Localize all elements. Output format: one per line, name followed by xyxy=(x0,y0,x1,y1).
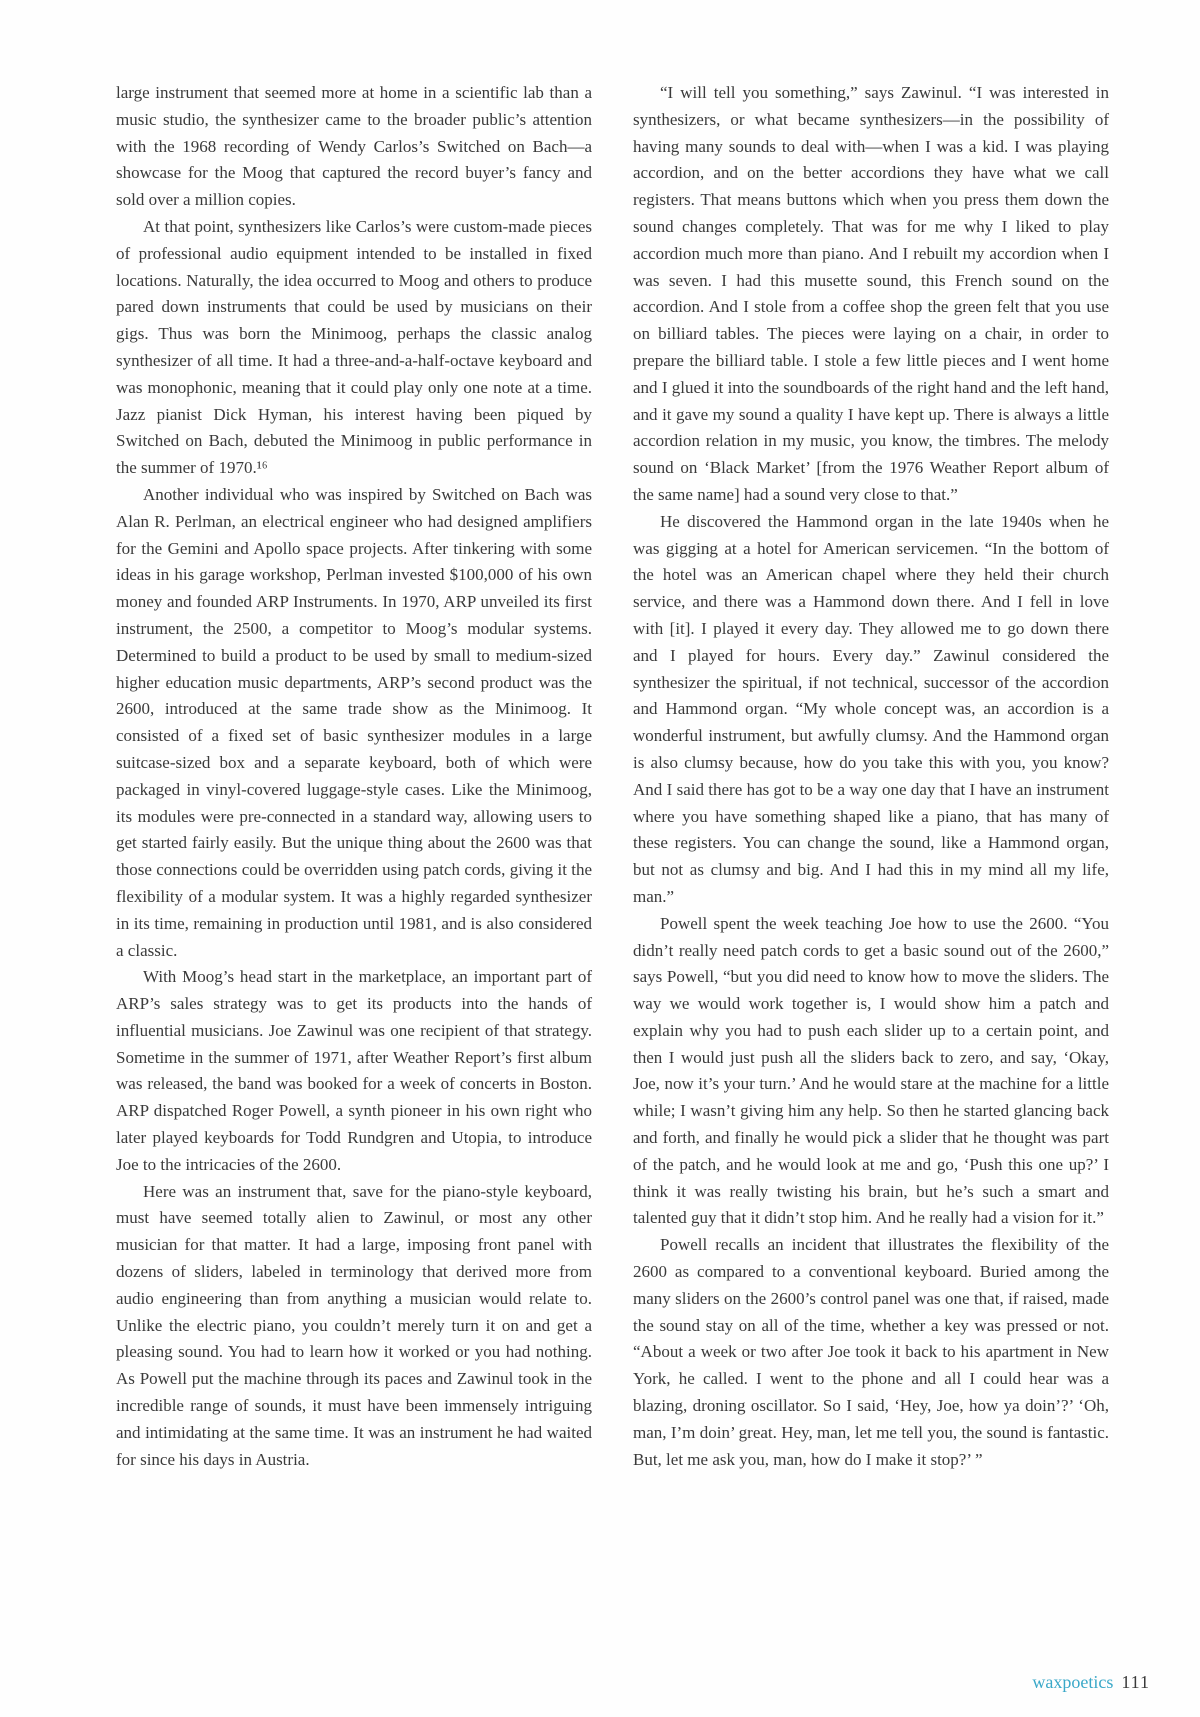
paragraph: Powell recalls an incident that illustrates the flexibility of the 2600 as compared to a conventional keyboard. Buried among the many sliders on the 2600’s control panel was one that, if raised, made the sound stay on all of the time, whether a key was pressed or not. “About a week or two after Joe took it back to his apartment in New York, he called. I went to the phone and all I could hear was a blazing, droning oscillator. So I said, ‘Hey, Joe, how ya doin’?’ ‘Oh, man, I’m doin’ great. Hey, man, let me tell you, the sound is fantastic. But, let me ask you, man, how do I make it stop?’ ” xyxy=(633,1235,1109,1469)
paragraph: large instrument that seemed more at home in a scientific lab than a music studio, the synthesizer came to the broader public’s attention with the 1968 recording of Wendy Carlos’s Switched on Bach—a showcase for the Moog that captured the record buyer’s fancy and sold over a million copies. xyxy=(116,83,592,210)
page-footer xyxy=(1032,1672,1150,1693)
paragraph: He discovered the Hammond organ in the late 1940s when he was gigging at a hotel for American servicemen. “In the bottom of the hotel was an American chapel where they held their church service, and there was a Hammond down there. And I fell in love with [it]. I played it every day. They allowed me to go down there and I played for hours. Every day.” Zawinul considered the synthesizer the spiritual, if not technical, successor of the accordion and Hammond organ. “My whole concept was, an accordion is a wonderful instrument, but awfully clumsy. And the Hammond organ is also clumsy because, how do you take this with you, you know? And I said there has got to be a way one day that I have an instrument where you have something shaped like a piano, that has many of these registers. You can change the sound, like a Hammond organ, but not as clumsy and big. And I had this in my mind all my life, man.” xyxy=(633,511,1109,906)
paragraph: Powell spent the week teaching Joe how to use the 2600. “You didn’t really need patch cords to get a basic sound out of the 2600,” says Powell, “but you did need to know how to move the sliders. The way we would work together is, I would show him a patch and explain why you had to push each slider up to a certain point, and then I would just push all the sliders back to zero, and say, ‘Okay, Joe, now it’s your turn.’ And he would stare at the machine for a little while; I wasn’t giving him any help. So then he started glancing back and forth, and finally he would pick a slider that he thought was part of the patch, and he would look at me and go, ‘Push this one up?’ I think it was really twisting his brain, but he’s such a smart and talented guy that it didn’t stop him. And he really had a vision for it.” xyxy=(633,913,1109,1228)
left-column xyxy=(116,80,592,1473)
paragraph: Here was an instrument that, save for the piano-style keyboard, must have seemed totally alien to Zawinul, or most any other musician for that matter. It had a large, imposing front panel with dozens of sliders, labeled in terminology that derived more from audio engineering than from anything a musician would relate to. Unlike the electric piano, you couldn’t merely turn it on and get a pleasing sound. You had to learn how it worked or you had nothing. As Powell put the machine through its paces and Zawinul took in the incredible range of sounds, it must have been immensely intriguing and intimidating at the same time. It was an instrument he had waited for since his days in Austria. xyxy=(116,1181,592,1469)
right-column xyxy=(633,80,1109,1473)
paragraph: At that point, synthesizers like Carlos’s were custom-made pieces of professional audio equipment intended to be installed in fixed locations. Naturally, the idea occurred to Moog and others to produce pared down instruments that could be used by musicians on their gigs. Thus was born the Minimoog, perhaps the classic analog synthesizer of all time. It had a three-and-a-half-octave keyboard and was monophonic, meaning that it could play only one note at a time. Jazz pianist Dick Hyman, his interest having been piqued by Switched on Bach, debuted the Minimoog in public performance in the summer of 1970.¹⁶ xyxy=(116,216,592,478)
paragraph: Another individual who was inspired by Switched on Bach was Alan R. Perlman, an electrical engineer who had designed amplifiers for the Gemini and Apollo space projects. After tinkering with some ideas in his garage workshop, Perlman invested $100,000 of his own money and founded ARP Instruments. In 1970, ARP unveiled its first instrument, the 2500, a competitor to Moog’s modular systems. Determined to build a product to be used by small to medium-sized higher education music departments, ARP’s second product was the 2600, introduced at the same trade show as the Minimoog. It consisted of a fixed set of basic synthesizer modules in a large suitcase-sized box and a separate keyboard, both of which were packaged in vinyl-covered luggage-style cases. Like the Minimoog, its modules were pre-connected in a standard way, allowing users to get started fairly easily. But the unique thing about the 2600 was that those connections could be overridden using patch cords, giving it the flexibility of a modular system. It was a highly regarded synthesizer in its time, remaining in production until 1981, and is also considered a classic. xyxy=(116,484,592,960)
page-number: 111 xyxy=(1121,1672,1150,1692)
paragraph: With Moog’s head start in the marketplace, an important part of ARP’s sales strategy was to get its products into the hands of influential musicians. Joe Zawinul was one recipient of that strategy. Sometime in the summer of 1971, after Weather Report’s first album was released, the band was booked for a week of concerts in Boston. ARP dispatched Roger Powell, a synth pioneer in his own right who later played keyboards for Todd Rundgren and Utopia, to introduce Joe to the intricacies of the 2600. xyxy=(116,967,592,1174)
paragraph: “I will tell you something,” says Zawinul. “I was interested in synthesizers, or what became synthesizers—in the possibility of having many sounds to deal with—when I was a kid. I was playing accordion, and on the better accordions they have what we call registers. That means buttons which when you press them down the sound changes completely. That was for me why I liked to play accordion much more than piano. And I rebuilt my accordion when I was seven. I had this musette sound, this French sound on the accordion. And I stole from a coffee shop the green felt that you use on billiard tables. The pieces were laying on a chair, in order to prepare the billiard table. I stole a few little pieces and I went home and I glued it into the soundboards of the right hand and the left hand, and it gave my sound a quality I have kept up. There is always a little accordion relation in my music, you know, the timbres. The melody sound on ‘Black Market’ [from the 1976 Weather Report album of the same name] had a sound very close to that.” xyxy=(633,83,1109,504)
magazine-brand: waxpoetics xyxy=(1032,1672,1114,1692)
